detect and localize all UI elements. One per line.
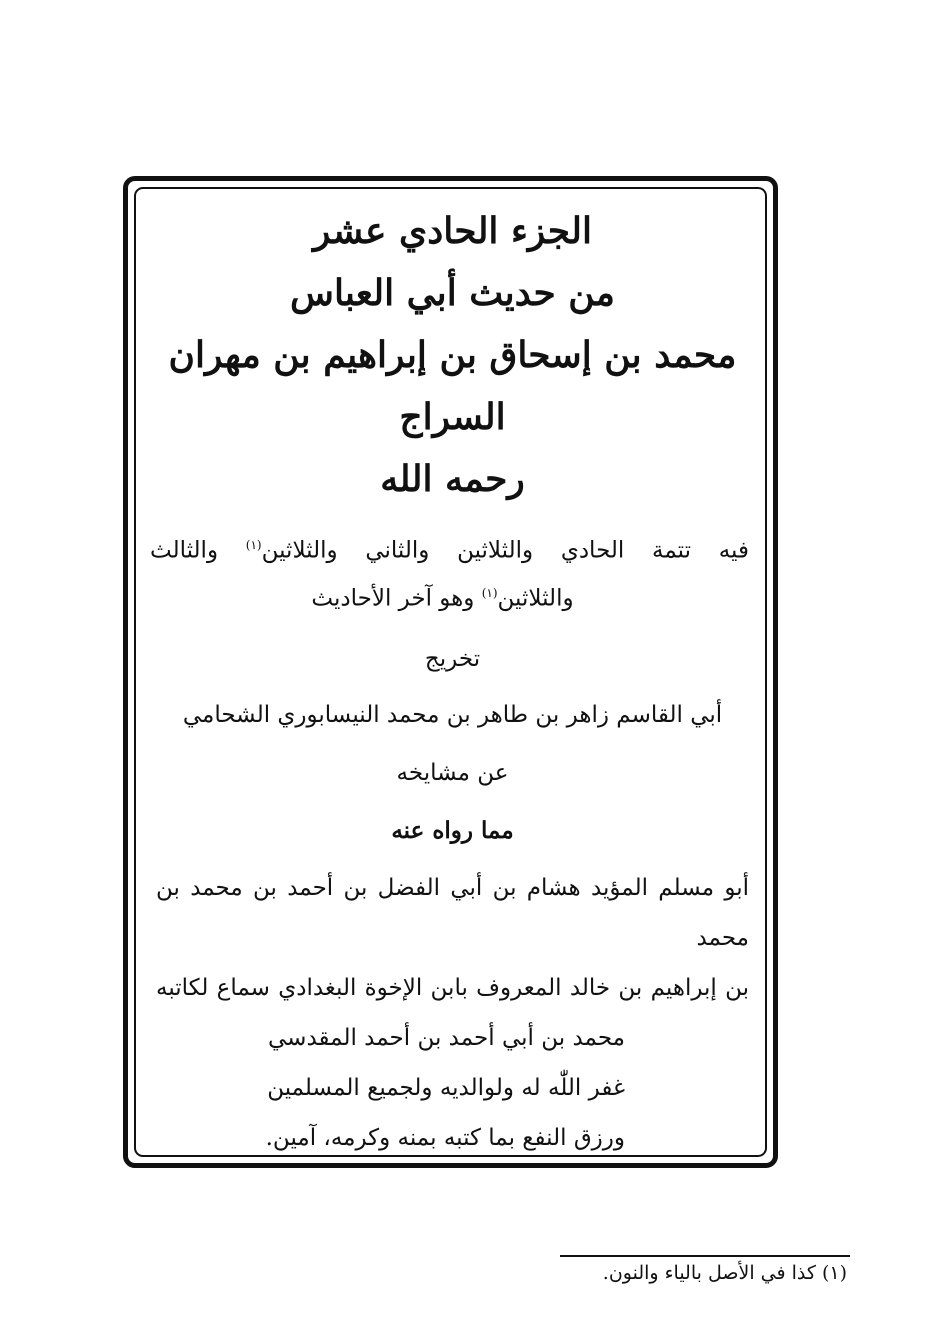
author-name: محمد بن إسحاق بن إبراهيم بن مهران السراج xyxy=(168,334,737,438)
footnote: (١) كذا في الأصل بالياء والنون. xyxy=(602,1262,847,1284)
chain-line: غفر اللّٰه له ولوالديه ولجميع المسلمين xyxy=(267,1075,625,1102)
chain-line: بن إبراهيم بن خالد المعروف بابن الإخوة البغدادي سماع لكاتبه xyxy=(156,975,749,1002)
chain-line: ورزق النفع بما كتبه بمنه وكرمه، آمين. xyxy=(265,1125,625,1152)
rahimahullah: رحمه الله xyxy=(380,458,525,500)
mimma-rawahu: مما رواه عنه xyxy=(391,817,514,845)
transmission-chain xyxy=(150,863,755,1163)
compiler-name: أبي القاسم زاهر بن طاهر بن محمد النيسابوري الشحامي xyxy=(182,702,723,729)
description-line-2: والثلاثين$^{(١)}$ وهو آخر الأحاديث xyxy=(311,585,574,612)
description xyxy=(150,524,755,619)
description-line-1: فيه تتمة الحادي والثلاثين والثاني والثلاثين$^{(١)}$ والثالث xyxy=(150,537,749,564)
an-mashayikh: عن مشايخه xyxy=(396,760,509,787)
footnote-marker: (١) xyxy=(245,538,262,552)
hadith-of-line: من حديث أبي العباس xyxy=(290,272,615,314)
takhrij-label: تخريج xyxy=(424,646,481,673)
chain-line: محمد بن أبي أحمد بن أحمد المقدسي xyxy=(268,1025,625,1052)
volume-title: الجزء الحادي عشر xyxy=(313,210,592,252)
chain-line: أبو مسلم المؤيد هشام بن أبي الفضل بن أحمد بن محمد بن محمد xyxy=(156,875,749,952)
title-page-content xyxy=(150,200,755,1163)
footnote-marker: (١) xyxy=(481,585,498,600)
footnote-separator xyxy=(560,1255,850,1257)
